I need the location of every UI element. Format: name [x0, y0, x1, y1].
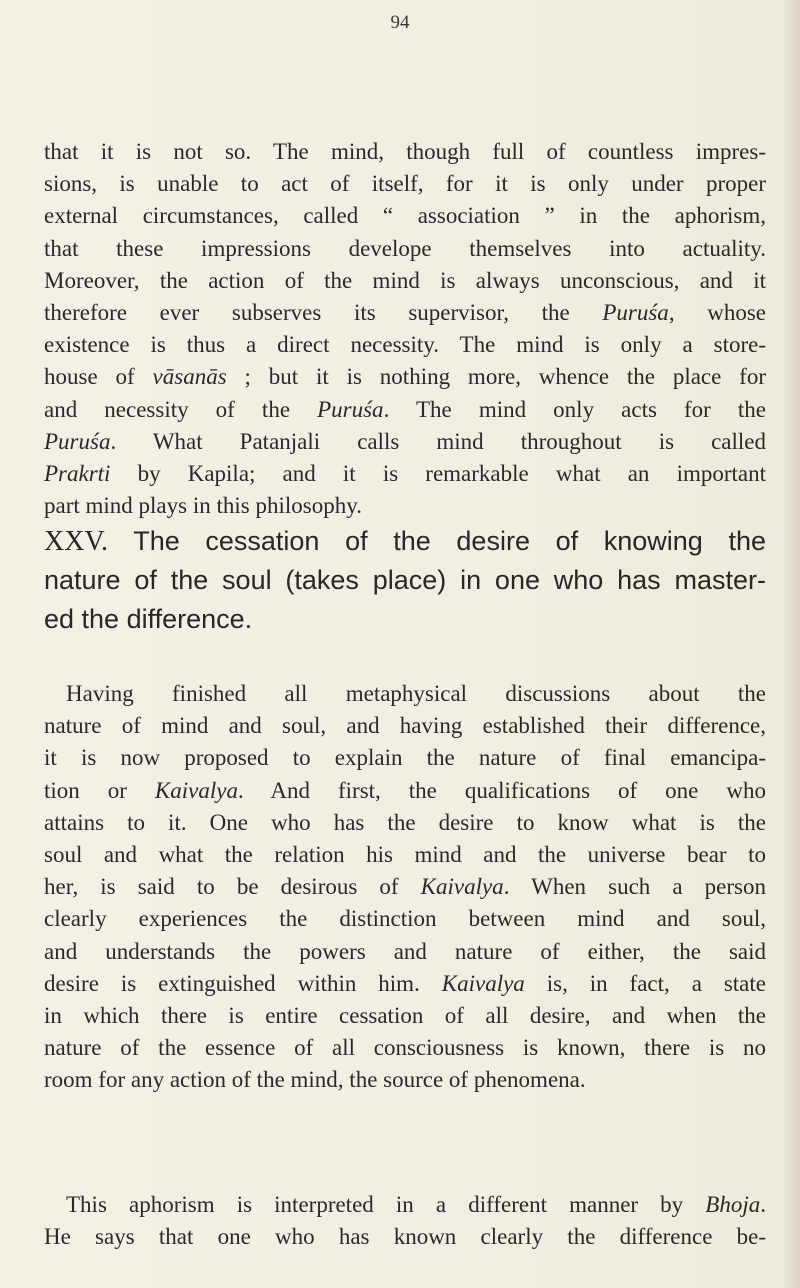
sutra-line: ed the difference.: [44, 604, 253, 634]
paragraph-1: [44, 136, 766, 522]
text-line: Prakrti by Kapila; and it is remarkable what an important: [44, 461, 766, 487]
text-line: in which there is entire cessation of all desire, and when the: [44, 1003, 766, 1029]
text-line: Moreover, the action of the mind is always unconscious, and it: [44, 267, 766, 293]
text-line: desire is extinguished within him. Kaivalya is, in fact, a state: [44, 970, 766, 996]
sutra-line-1: [44, 522, 766, 561]
text-line: room for any action of the mind, the source of phenomena.: [44, 1067, 586, 1093]
text-line: her, is said to be desirous of Kaivalya. When such a person: [44, 874, 766, 900]
text-line: therefore ever subserves its supervisor, the Puruśa, whose: [44, 300, 766, 326]
text-line: house of vāsanās ; but it is nothing more, whence the place for: [44, 364, 767, 390]
text-line: He says that one who has known clearly the difference be-: [44, 1224, 766, 1250]
text-line: Having finished all metaphysical discussions about the: [66, 681, 766, 706]
text-line: sions, is unable to act of itself, for it is only under proper: [44, 171, 766, 197]
text-line: soul and what the relation his mind and the universe bear to: [44, 842, 766, 868]
page-number: 94: [390, 12, 410, 33]
text-line: and necessity of the Puruśa. The mind only acts for the: [44, 396, 766, 422]
paragraph-2: [44, 678, 766, 1097]
sutra-number: XXV.: [44, 526, 109, 557]
text-line: Puruśa. What Patanjali calls mind throughout is called: [44, 428, 766, 454]
text-line: that it is not so. The mind, though full of countless impres-: [44, 139, 766, 164]
text-line: and understands the powers and nature of either, the said: [44, 938, 766, 964]
text-line: it is now proposed to explain the nature of final emancipa-: [44, 745, 766, 771]
sutra-line: nature of the soul (takes place) in one who has master-: [44, 565, 766, 595]
text-line: part mind plays in this philosophy.: [44, 493, 362, 519]
text-line: existence is thus a direct necessity. The mind is only a store-: [44, 332, 766, 358]
text-line: tion or Kaivalya. And first, the qualifications of one who: [44, 777, 766, 803]
text-line: attains to it. One who has the desire to know what is the: [44, 809, 766, 835]
text-line: This aphorism is interpreted in a different manner by Bhoja.: [66, 1192, 766, 1217]
page-edge-shadow: [782, 0, 800, 1288]
paragraph-3: [44, 1189, 766, 1253]
text-line: that these impressions develope themselves into actuality.: [44, 235, 766, 261]
text-line: nature of the essence of all consciousness is known, there is no: [44, 1035, 766, 1061]
text-line: external circumstances, called “ association ” in the aphorism,: [44, 203, 766, 229]
text-line: nature of mind and soul, and having established their difference,: [44, 713, 766, 739]
sutra-xxv: [44, 522, 766, 639]
sutra-text: The cessation of the desire of knowing the: [133, 526, 766, 556]
text-line: clearly experiences the distinction between mind and soul,: [44, 906, 766, 932]
